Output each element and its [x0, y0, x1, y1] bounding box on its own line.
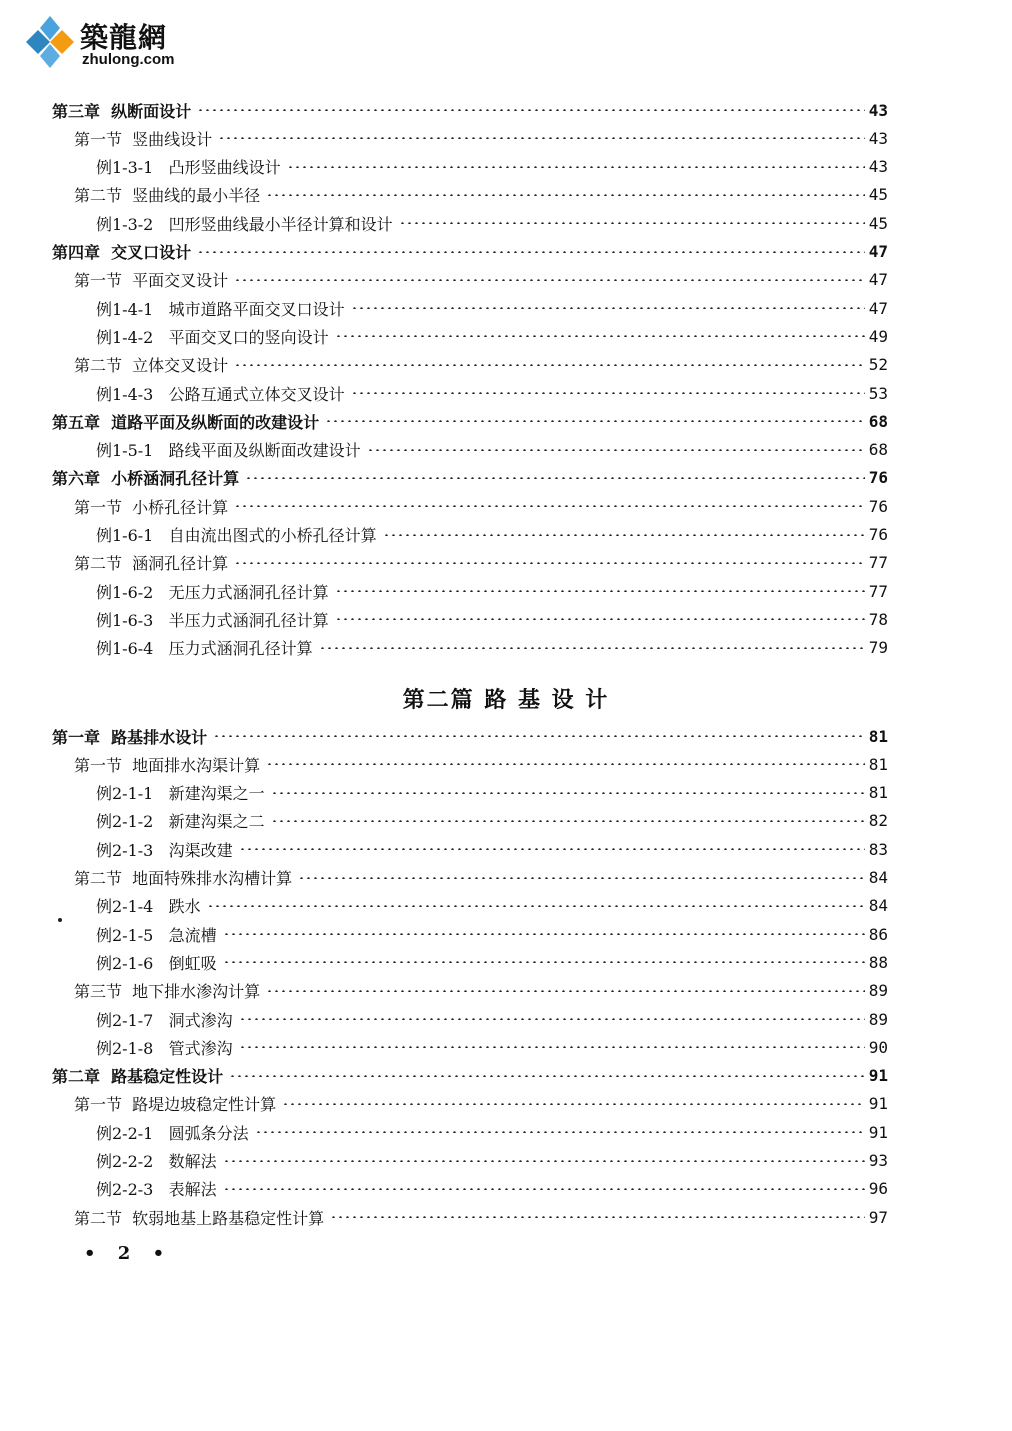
toc-leader-dots: [239, 1046, 865, 1048]
toc-entry-page: 53: [868, 383, 888, 403]
toc-entry-example: [96, 295, 888, 321]
logo-text-en: zhulong.com: [82, 51, 175, 68]
toc-entry-page: 43: [868, 100, 888, 120]
toc-entry-label: 例1-4-2 平面交叉口的竖向设计: [96, 327, 329, 347]
toc-entry-chapter: [52, 723, 888, 749]
toc-leader-dots: [399, 222, 865, 224]
toc-leader-dots: [234, 505, 865, 507]
toc-entry-chapter: [52, 239, 888, 265]
toc-entry-page: 89: [868, 1009, 888, 1029]
toc-entry-label: 例2-1-3 沟渠改建: [96, 840, 233, 860]
toc-entry-label: 第一节 地面排水沟渠计算: [74, 755, 261, 775]
toc-leader-dots: [234, 364, 865, 366]
toc-entry-label: 第二节 涵洞孔径计算: [74, 554, 229, 574]
toc-leader-dots: [223, 961, 865, 963]
toc-entry-chapter: [52, 97, 888, 123]
toc-entry-page: 90: [868, 1037, 888, 1057]
toc-entry-example: [96, 1034, 888, 1060]
toc-entry-label: 第二节 立体交叉设计: [74, 356, 229, 376]
toc-leader-dots: [234, 562, 865, 564]
toc-entry-page: 45: [868, 185, 888, 205]
toc-entry-label: 例1-4-3 公路互通式立体交叉设计: [96, 384, 345, 404]
part-title: 第二篇 路 基 设 计: [402, 687, 610, 713]
toc-leader-dots: [298, 877, 865, 879]
toc-leader-dots: [218, 137, 865, 139]
toc-entry-page: 77: [868, 553, 888, 573]
toc-entry-label: 例1-3-2 凹形竖曲线最小半径计算和设计: [96, 214, 393, 234]
toc-entry-page: 78: [868, 609, 888, 629]
toc-leader-dots: [245, 477, 865, 479]
toc-entry-page: 47: [868, 270, 888, 290]
toc-entry-label: 例1-6-1 自由流出图式的小桥孔径计算: [96, 526, 377, 545]
toc-entry-label: 例2-1-1 新建沟渠之一: [96, 784, 265, 804]
toc-leader-dots: [266, 763, 865, 765]
toc-entry-example: [96, 323, 888, 349]
toc-entry-example: [96, 210, 888, 236]
toc-leader-dots: [213, 735, 865, 737]
toc-leader-dots: [325, 420, 865, 422]
toc-entry-example: [96, 836, 888, 862]
toc-entry-label: 例2-1-5 急流槽: [96, 925, 217, 945]
toc-entry-section: [74, 267, 888, 293]
toc-entry-chapter: [52, 408, 888, 434]
toc-entry-page: 81: [868, 783, 888, 803]
toc-entry-label: 第三节 地下排水渗沟计算: [74, 982, 261, 1002]
toc-entry-page: 43: [868, 157, 888, 177]
toc-entry-chapter: [52, 1063, 888, 1089]
logo-text-cn: 築龍網: [80, 21, 168, 54]
toc-entry-page: 43: [868, 128, 888, 148]
toc-entry-label: 第二节 地面特殊排水沟槽计算: [74, 869, 293, 888]
toc-entry-page: 84: [868, 896, 888, 916]
toc-entry-page: 76: [868, 525, 888, 544]
toc-entry-page: 82: [868, 811, 888, 831]
toc-entry-label: 第一节 竖曲线设计: [74, 129, 213, 149]
toc-leader-dots: [234, 279, 865, 281]
toc-entry-example: [96, 1006, 888, 1032]
logo-mark-icon: [22, 16, 78, 68]
toc-entry-label: 例1-6-3 半压力式涵洞孔径计算: [96, 610, 329, 630]
toc-entry-page: 93: [868, 1151, 888, 1170]
toc-entry-page: 79: [868, 638, 888, 658]
toc-entry-example: [96, 921, 888, 947]
toc-leader-dots: [330, 1216, 865, 1218]
toc-entry-section: [74, 550, 888, 576]
toc-entry-label: 例2-1-6 倒虹吸: [96, 953, 217, 973]
toc-entry-page: 45: [868, 213, 888, 233]
toc-leader-dots: [287, 166, 865, 168]
toc-entry-page: 96: [868, 1179, 888, 1199]
toc-entry-page: 77: [868, 581, 888, 601]
toc-entry-label: 例1-6-2 无压力式涵洞孔径计算: [96, 582, 329, 602]
toc-entry-page: 81: [868, 726, 888, 746]
toc-entry-example: [96, 949, 888, 975]
toc-entry-example: [96, 437, 888, 463]
toc-entry-label: 例2-1-8 管式渗沟: [96, 1038, 233, 1058]
toc-entry-label: 第四章 交叉口设计: [52, 243, 192, 262]
toc-entry-example: [96, 578, 888, 604]
toc-entry-label: 第一节 路堤边坡稳定性计算: [74, 1095, 277, 1115]
toc-leader-dots: [197, 109, 865, 111]
toc-entry-example: [96, 808, 888, 834]
toc-entry-section: [74, 493, 888, 519]
toc-leader-dots: [383, 534, 865, 536]
toc-entry-example: [96, 893, 888, 919]
toc-entry-page: 83: [868, 839, 888, 859]
toc-entry-page: 91: [868, 1122, 888, 1142]
toc-entry-page: 89: [868, 981, 888, 1001]
toc-leader-dots: [335, 618, 865, 620]
toc-entry-label: 例2-2-2 数解法: [96, 1152, 217, 1171]
toc-leader-dots: [335, 590, 865, 592]
toc-entry-label: 第五章 道路平面及纵断面的改建设计: [52, 412, 320, 432]
toc-entry-chapter: [52, 465, 888, 491]
toc-entry-example: [96, 154, 888, 180]
toc-entry-page: 76: [868, 496, 888, 516]
toc-entry-page: 68: [868, 411, 888, 431]
toc-entry-section: [74, 978, 888, 1004]
toc-entry-example: [96, 380, 888, 406]
toc-entry-label: 例2-1-4 跌水: [96, 897, 201, 917]
toc-entry-page: 91: [868, 1094, 888, 1114]
toc-leader-dots: [223, 933, 865, 935]
toc-entry-page: 76: [868, 468, 888, 488]
toc-entry-page: 47: [868, 242, 888, 261]
toc-entry-label: 第一节 平面交叉设计: [74, 271, 229, 291]
toc-leader-dots: [266, 194, 865, 196]
toc-leader-dots: [351, 307, 865, 309]
toc-leader-dots: [319, 647, 865, 649]
toc-leader-dots: [271, 792, 865, 794]
toc-leader-dots: [239, 1018, 865, 1020]
toc-leader-dots: [255, 1131, 865, 1133]
toc-leader-dots: [229, 1075, 865, 1077]
toc-entry-label: 例2-1-7 洞式渗沟: [96, 1010, 233, 1030]
toc-entry-example: [96, 606, 888, 632]
toc-leader-dots: [266, 990, 865, 992]
toc-leader-dots: [282, 1103, 865, 1105]
toc-entry-page: 88: [868, 952, 888, 972]
toc-leader-dots: [197, 251, 865, 253]
toc-entry-page: 47: [868, 298, 888, 318]
toc-entry-section: [74, 182, 888, 208]
toc-entry-page: 84: [868, 868, 888, 887]
toc-entry-label: 第六章 小桥涵洞孔径计算: [52, 469, 240, 489]
toc-leader-dots: [271, 820, 865, 822]
toc-leader-dots: [367, 449, 865, 451]
toc-leader-dots: [239, 848, 865, 850]
toc-entry-page: 91: [868, 1066, 888, 1086]
toc-entry-label: 第二节 软弱地基上路基稳定性计算: [74, 1208, 325, 1228]
toc-entry-page: 97: [868, 1207, 888, 1227]
toc-entry-section: [74, 1204, 888, 1230]
toc-entry-label: 例1-3-1 凸形竖曲线设计: [96, 158, 281, 178]
toc-entry-label: 第三章 纵断面设计: [52, 101, 192, 121]
toc-leader-dots: [335, 335, 865, 337]
toc-entry-page: 52: [868, 355, 888, 375]
toc-leader-dots: [223, 1160, 865, 1162]
toc-entry-example: [96, 522, 888, 548]
toc-entry-page: 49: [868, 326, 888, 346]
toc-entry-page: 68: [868, 440, 888, 460]
toc-entry-label: 第一章 路基排水设计: [52, 727, 208, 747]
toc-leader-dots: [207, 905, 865, 907]
toc-entry-section: [74, 751, 888, 777]
toc-entry-label: 例1-6-4 压力式涵洞孔径计算: [96, 639, 313, 659]
toc-entry-label: 例2-2-3 表解法: [96, 1180, 217, 1200]
toc-entry-section: [74, 352, 888, 378]
toc-entry-label: 例2-1-2 新建沟渠之二: [96, 812, 265, 832]
toc-entry-example: [96, 1148, 888, 1174]
stray-mark: [58, 918, 62, 922]
toc-entry-label: 例2-2-1 圆弧条分法: [96, 1123, 249, 1143]
toc-entry-section: [74, 865, 888, 891]
toc-leader-dots: [223, 1188, 865, 1190]
toc-entry-section: [74, 1091, 888, 1117]
toc-entry-example: [96, 1176, 888, 1202]
toc-entry-label: 例1-4-1 城市道路平面交叉口设计: [96, 299, 345, 319]
page-number: • 2 •: [84, 1243, 173, 1264]
toc-entry-section: [74, 125, 888, 151]
toc-leader-dots: [351, 392, 865, 394]
toc-entry-example: [96, 635, 888, 661]
toc-entry-label: 第二章 路基稳定性设计: [52, 1067, 224, 1087]
toc-entry-label: 例1-5-1 路线平面及纵断面改建设计: [96, 441, 361, 461]
toc-entry-page: 81: [868, 754, 888, 774]
toc-entry-example: [96, 1119, 888, 1145]
zhulong-logo: [22, 14, 197, 74]
toc-entry-example: [96, 780, 888, 806]
toc-entry-label: 第一节 小桥孔径计算: [74, 497, 229, 517]
toc-entry-label: 第二节 竖曲线的最小半径: [74, 186, 261, 206]
toc-entry-page: 86: [868, 924, 888, 944]
